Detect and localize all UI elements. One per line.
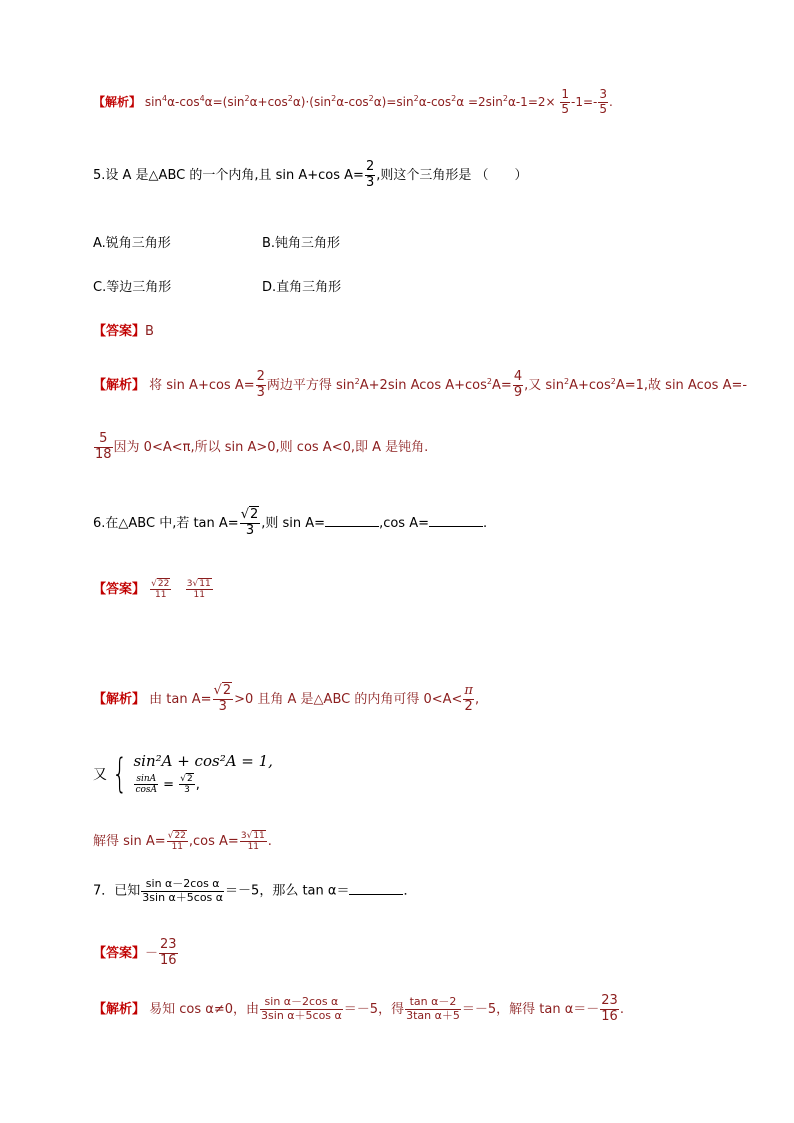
option-c: C.等边三角形 bbox=[93, 280, 172, 295]
fraction: $\frac{3√11}{11}$ bbox=[186, 578, 211, 600]
fraction: $\frac{√2}{3}$ bbox=[240, 507, 259, 538]
fraction: $\frac{√22}{11}$ bbox=[151, 578, 170, 600]
fraction: $\frac{\text{tan α－2}}{\text{3tan α＋5}}$ bbox=[406, 995, 460, 1022]
fraction: $\frac{23}{16}$ bbox=[601, 993, 618, 1024]
analysis-6-line-1: 【解析】 由 tan A= $\frac{√2}{3}$ >0 且角 A 是△ABC 的内角可得 0<A< $\frac{\pi}{2}$ , bbox=[93, 683, 480, 714]
fraction: $\frac{√2}{3}$ bbox=[180, 774, 193, 796]
fraction: $\frac{3}{5}$ bbox=[599, 87, 608, 116]
analysis-7: 【解析】 易知 cos α≠0，由 $\frac{\text{sin α－2cos α}}{\text{3sin α＋5cos α}}$ ＝－5，得 $\frac{\text{tan α－2}}{\text{3tan α＋5}}$ ＝－5，解得 tan α＝－ $\frac{23}{16}$ . bbox=[93, 993, 624, 1024]
analysis-6-result: 解得 sin A= $\frac{√22}{11}$ ,cos A= $\frac{3√11}{11}$ . bbox=[93, 830, 272, 852]
analysis-5-line-2: $\frac{5}{18}$ 因为 0<A<π,所以 sin A>0,则 cos A<0,即 A 是钝角. bbox=[95, 431, 429, 462]
fraction: $\frac{\text{sin α－2cos α}}{\text{3sin α＋5cos α}}$ bbox=[261, 995, 342, 1022]
option-b: B.钝角三角形 bbox=[262, 236, 341, 251]
blank-tan[interactable] bbox=[349, 882, 403, 895]
fraction: $\frac{4}{9}$ bbox=[513, 369, 523, 400]
fraction: $\frac{√2}{3}$ bbox=[213, 683, 232, 714]
option-a: A.锐角三角形 bbox=[93, 236, 171, 251]
fraction: $\frac{3√11}{11}$ bbox=[240, 830, 265, 852]
fraction: $\frac{2}{3}$ bbox=[365, 159, 375, 190]
answer-6: 【答案】 $\frac{√22}{11}$ $\frac{3√11}{11}$ bbox=[93, 578, 211, 600]
blank-sin[interactable] bbox=[325, 514, 379, 527]
fraction: $\frac{\text{sin α－2cos α}}{\text{3sin α＋5cos α}}$ bbox=[142, 877, 224, 904]
fraction: $\frac{\pi}{2}$ bbox=[464, 683, 473, 714]
blank-cos[interactable] bbox=[429, 514, 483, 527]
option-d: D.直角三角形 bbox=[262, 280, 342, 295]
fraction: $\frac{5}{18}$ bbox=[95, 431, 112, 462]
analysis-6-system: 又 { sin²A + cos²A = 1, $\frac{\sin A}{\cos A}$ = $\frac{√2}{3}$ , bbox=[93, 750, 273, 797]
analysis-5-line-1: 【解析】 将 sin A+cos A= $\frac{2}{3}$ 两边平方得 $\sin^2A+2\sin$ Acos $A+\cos^2A=$ $\frac{4}{9}$ ,又 $\sin^2A+\cos^2A=1$,故 sin Acos A=- bbox=[93, 369, 748, 400]
analysis-tag: 【解析】 bbox=[93, 94, 142, 109]
fraction: $\frac{1}{5}$ bbox=[561, 87, 570, 116]
answer-7: 【答案】－ $\frac{23}{16}$ bbox=[93, 937, 177, 968]
question-5: 5.设 A 是△ABC 的一个内角,且 sin A+cos A= $\frac{2}{3}$ ,则这个三角形是 （ ） bbox=[93, 159, 528, 190]
question-7: 7．已知 $\frac{\text{sin α－2cos α}}{\text{3sin α＋5cos α}}$ ＝－5，那么 tan α＝ ． bbox=[93, 877, 417, 904]
answer-5: 【答案】B bbox=[93, 324, 154, 339]
question-6: 6.在△ABC 中,若 tan A= $\frac{√2}{3}$ ,则 sin A= ,cos A= . bbox=[93, 507, 488, 538]
analysis-line-1: 【解析】 $\sin^4\alpha-\cos^4\alpha=(\sin^2\alpha+\cos^2\alpha)\cdot(\sin^2\alpha-\cos^2\alpha)=\sin^2\alpha-\cos^2\alpha =2\sin^2\alpha-1=2\times$ $\frac{1}{5}$ -1=- $\frac{3}{5}$ . bbox=[93, 87, 613, 116]
fraction: $\frac{√22}{11}$ bbox=[167, 830, 186, 852]
fraction: $\frac{23}{16}$ bbox=[160, 937, 177, 968]
fraction: $\frac{\sin A}{\cos A}$ bbox=[135, 774, 158, 796]
fraction: $\frac{2}{3}$ bbox=[256, 369, 265, 400]
